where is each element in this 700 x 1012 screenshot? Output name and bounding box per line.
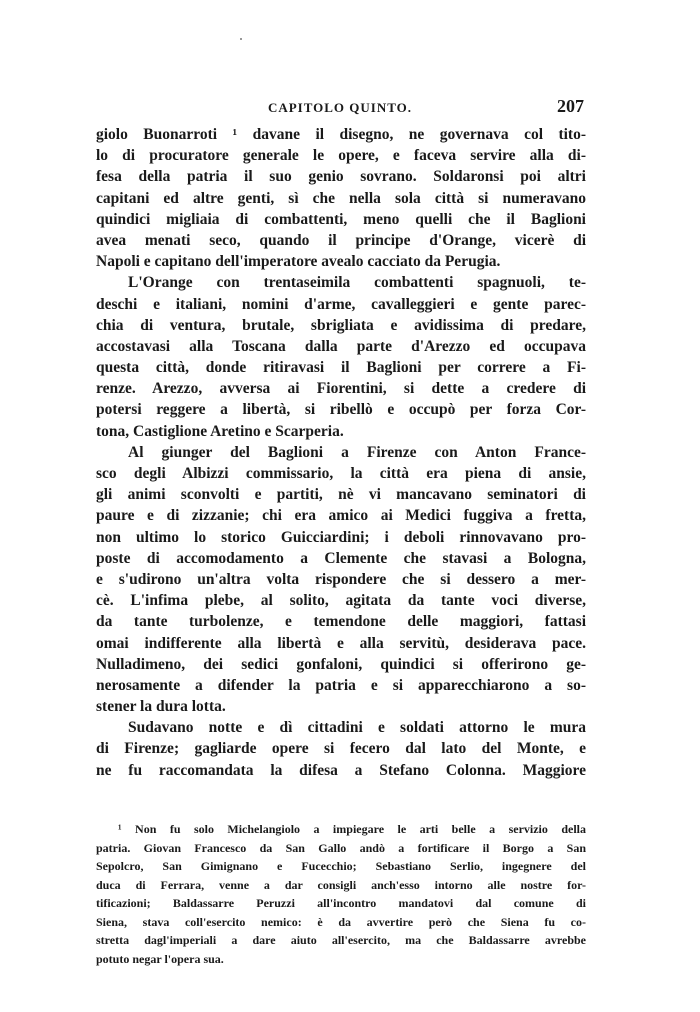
paragraph-first-line: Al giunger del Baglioni a Firenze con Anton France- xyxy=(128,443,586,461)
footnote-line: duca di Ferrara, venne a dar consigli anch'esso intorno alle nostre for- xyxy=(96,877,586,892)
text-line: potersi reggere a libertà, si ribellò e occupò per forza Cor- xyxy=(96,401,586,419)
text-line: di Firenze; gagliarde opere si fecero dal lato del Monte, e xyxy=(96,740,586,758)
text-line: quindici migliaia di combattenti, meno quelli che il Baglioni xyxy=(96,210,586,228)
text-line: ne fu raccomandata la difesa a Stefano Colonna. Maggiore xyxy=(96,761,586,779)
text-line: Napoli e capitano dell'imperatore avealo cacciato da Perugia. xyxy=(96,253,501,271)
text-line: tona, Castiglione Aretino e Scarperia. xyxy=(96,422,344,440)
footnote-line: stretta dagl'imperiali a dare aiuto all'esercito, ma che Baldassarre avrebbe xyxy=(96,933,586,947)
text-line: renze. Arezzo, avversa ai Fiorentini, si dette a credere di xyxy=(96,380,586,398)
footnote-line: Sepolcro, San Gimignano e Fucecchio; Sebastiano Serlio, ingegnere del xyxy=(96,859,586,873)
paragraph-first-line: Sudavano notte e dì cittadini e soldati attorno le mura xyxy=(128,719,586,737)
footnote-line: Siena, stava coll'esercito nemico: è da avvertire però che Siena fu co- xyxy=(96,914,586,929)
footnotes xyxy=(96,820,586,968)
text-line: non ultimo lo storico Guicciardini; i deboli rinnovavano pro- xyxy=(96,528,586,546)
text-line: capitani ed altre genti, sì che nella sola città si numeravano xyxy=(96,189,586,207)
page-header xyxy=(96,96,584,120)
text-line: chia di ventura, brutale, sbrigliata e avidissima di predare, xyxy=(96,316,586,334)
text-line: deschi e italiani, nomini d'arme, cavalleggieri e gente parec- xyxy=(96,295,586,313)
paper-speck xyxy=(240,38,242,40)
text-line: Nulladimeno, dei sedici gonfaloni, quindici si offerirono ge- xyxy=(96,655,586,673)
text-line: paure e di zizzanie; chi era amico ai Medici fuggiva a fretta, xyxy=(96,507,586,525)
text-line: da tante turbolenze, e temendone delle maggiori, fattasi xyxy=(96,613,586,631)
footnote-line: tificazioni; Baldassarre Peruzzi all'incontro mandatovi dal comune di xyxy=(96,896,586,910)
text-line: fesa della patria il suo genio sovrano. Soldaronsi poi altri xyxy=(96,168,586,186)
text-line: questa città, donde ritiravasi il Baglioni per correre a Fi- xyxy=(96,359,586,377)
main-text xyxy=(96,124,586,781)
page-number: 207 xyxy=(557,96,584,116)
text-line: lo di procuratore generale le opere, e faceva servire alla di- xyxy=(96,147,586,165)
footnote-first-line: ¹ Non fu solo Michelangiolo a impiegare le arti belle a servizio della xyxy=(118,822,586,836)
text-line: avea menati seco, quando il principe d'Orange, vicerè di xyxy=(96,231,586,249)
text-line: stener la dura lotta. xyxy=(96,698,226,716)
text-line: gli animi sconvolti e partiti, nè vi mancavano seminatori di xyxy=(96,486,586,504)
text-line: nerosamente a difender la patria e si apparecchiarono a so- xyxy=(96,676,586,694)
paragraph-first-line: L'Orange con trentaseimila combattenti spagnuoli, te- xyxy=(128,274,586,292)
running-head: CAPITOLO QUINTO. xyxy=(267,100,413,115)
text-line: cè. L'infima plebe, al solito, agitata da tante voci diverse, xyxy=(96,592,586,610)
text-line: giolo Buonarroti ¹ davane il disegno, ne governava col tito- xyxy=(96,126,586,143)
text-line: poste di accomodamento a Clemente che stavasi a Bologna, xyxy=(96,549,586,567)
text-line: accostavasi alla Toscana dalla parte d'Arezzo ed occupava xyxy=(96,337,586,355)
text-line: e s'udirono un'altra volta rispondere che si dessero a mer- xyxy=(96,570,586,588)
footnote-line: patria. Giovan Francesco da San Gallo andò a fortificare il Borgo a San xyxy=(96,840,586,855)
text-line: omai indifferente alla libertà e alla servitù, desiderava pace. xyxy=(96,634,586,652)
footnote-line: potuto negar l'opera sua. xyxy=(96,951,224,966)
text-line: sco degli Albizzi commissario, la città era piena di ansie, xyxy=(96,465,586,482)
